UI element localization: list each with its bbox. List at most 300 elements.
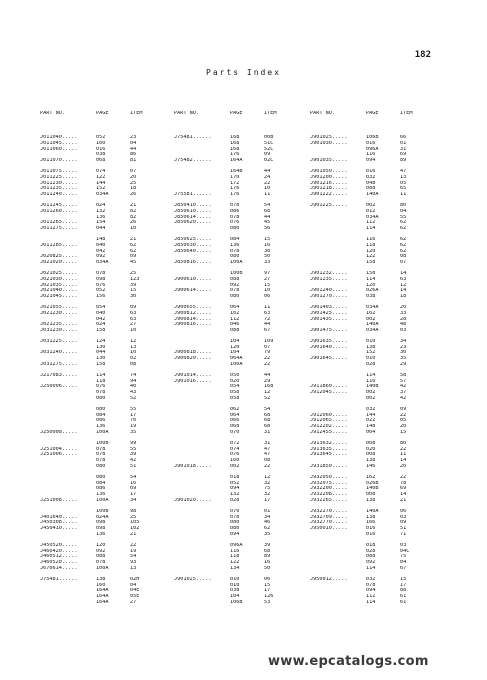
index-row (174, 294, 292, 300)
page-ref: 132 (230, 492, 240, 498)
part-number: J021230..... (40, 310, 78, 316)
page-ref: 026B (366, 480, 379, 486)
page-ref: 138 (366, 458, 376, 464)
part-number: J011245..... (40, 202, 78, 208)
index-row (40, 362, 158, 368)
page-ref: 114 (366, 599, 376, 605)
page-ref: 078 (230, 288, 240, 294)
page-ref: 168 (230, 140, 240, 146)
index-row (40, 396, 158, 402)
part-number: J932208..... (310, 492, 348, 498)
item-ref: 62 (130, 248, 137, 254)
item-ref: 11 (264, 304, 271, 310)
index-row (310, 430, 428, 436)
page-ref: 088 (366, 186, 376, 192)
item-ref: 68 (264, 412, 271, 418)
item-ref: 20 (400, 424, 407, 430)
page-ref: 020 (366, 446, 376, 452)
page-ref: 034A (96, 192, 109, 198)
page-ref: 104 (230, 594, 240, 600)
item-ref: 33 (400, 310, 407, 316)
item-ref: 10 (130, 328, 137, 334)
column-header (40, 111, 158, 117)
item-ref: 75 (264, 486, 271, 492)
item-ref: 62 (400, 248, 407, 254)
item-ref: 17 (264, 588, 271, 594)
part-number: J901645..... (310, 356, 348, 362)
index-row (174, 396, 292, 402)
item-ref: 14 (400, 288, 407, 294)
page-ref: 100B (230, 270, 243, 276)
index-row (310, 566, 428, 572)
part-number: J450308..... (40, 520, 78, 526)
part-number: J251006..... (40, 452, 78, 458)
page-ref: 078 (230, 248, 240, 254)
part-number: J850630..... (174, 242, 212, 248)
page-ref: 112 (366, 594, 376, 600)
part-number: J850640..... (174, 248, 212, 254)
item-ref: 10 (264, 186, 271, 192)
item-ref: 17 (130, 492, 137, 498)
index-row (40, 192, 158, 198)
item-ref: 31 (264, 440, 271, 446)
item-ref: 08 (130, 362, 137, 368)
page-ref: 114 (366, 276, 376, 282)
part-number (310, 260, 366, 266)
page-ref: 140B (366, 384, 379, 390)
page-ref: 130 (96, 344, 106, 350)
page-title: Parts Index (206, 68, 281, 77)
index-row (174, 158, 292, 164)
index-row (40, 566, 158, 572)
page-ref: 008 (366, 440, 376, 446)
part-number (310, 532, 366, 538)
page-ref: 052 (96, 134, 106, 140)
item-ref: 48 (400, 322, 407, 328)
page-ref: 162 (366, 310, 376, 316)
part-number: J900816..... (174, 322, 212, 328)
page-ref: 028 (230, 498, 240, 504)
part-number: J021055..... (40, 304, 78, 310)
item-ref: 05 (400, 418, 407, 424)
item-ref: 22 (130, 542, 137, 548)
part-number: J950012..... (310, 576, 348, 582)
item-ref: 35 (130, 430, 137, 436)
page-ref: 078 (96, 390, 106, 396)
part-no-header: PART NO. (310, 110, 335, 116)
item-ref: 23 (400, 344, 407, 350)
item-ref: 07 (400, 260, 407, 266)
item-ref: 21 (130, 236, 137, 242)
item-ref: 98 (130, 508, 137, 514)
item-ref: 07 (264, 344, 271, 350)
part-number: J011240..... (40, 192, 78, 198)
page-ref: 120 (230, 344, 240, 350)
page-ref: 136 (96, 424, 106, 430)
item-ref: 22 (264, 356, 271, 362)
page-ref: 058 (230, 390, 240, 396)
index-row (310, 464, 428, 470)
index-row (174, 362, 292, 368)
part-number (174, 226, 230, 232)
part-number (174, 396, 230, 402)
page-ref: 054 (96, 304, 106, 310)
page-ref: 114 (96, 372, 106, 378)
item-ref: 63 (400, 276, 407, 282)
part-number: J021030..... (40, 276, 78, 282)
page-ref: 078 (230, 214, 240, 220)
page-ref: 010 (366, 338, 376, 344)
part-number: J901020..... (174, 498, 212, 504)
page-ref: 086 (96, 486, 106, 492)
part-number: J932770..... (310, 520, 348, 526)
watermark: www.epcatalogs.com (268, 654, 429, 669)
item-ref: 19 (130, 548, 137, 554)
item-ref: 39 (130, 452, 137, 458)
page-ref: 078 (96, 270, 106, 276)
page-ref: 158 (366, 270, 376, 276)
index-row (310, 294, 428, 300)
page-ref: 068 (96, 158, 106, 164)
part-number: J011040..... (40, 134, 78, 140)
item-ref: 42 (130, 458, 137, 464)
page-ref: 164B (230, 168, 243, 174)
index-row (40, 498, 158, 504)
page-ref: 100A (230, 260, 243, 266)
page-ref: 092 (366, 560, 376, 566)
part-number (174, 600, 230, 606)
part-number: J901403..... (310, 304, 348, 310)
part-number: J900655..... (174, 304, 212, 310)
page-ref: 092 (96, 254, 106, 260)
page-ref: 016 (366, 532, 376, 537)
item-ref: 11 (400, 192, 407, 198)
page-ref: 176 (230, 186, 240, 192)
part-number: J901050..... (310, 168, 348, 174)
item-ref: 04 (130, 140, 137, 146)
part-number: J932270..... (310, 508, 348, 514)
item-ref: 89 (264, 554, 271, 560)
part-number: J75581...... (174, 192, 212, 198)
page-ref: 104 (230, 338, 240, 344)
part-number: J250006..... (40, 384, 78, 390)
page-ref: 172 (230, 180, 240, 186)
page-ref: 162 (366, 474, 376, 480)
item-header: ITEM (400, 110, 413, 116)
part-number: J912455..... (310, 430, 348, 436)
page-ref: 072 (230, 440, 240, 446)
part-number: J031275..... (40, 362, 78, 368)
item-ref: 45 (264, 220, 271, 226)
part-number: J932050..... (310, 474, 348, 480)
page-ref: 078 (230, 514, 240, 520)
page-ref: 084 (230, 236, 240, 242)
page-ref: 086 (96, 418, 106, 424)
item-ref: 54 (264, 406, 271, 412)
part-number: J011230..... (40, 180, 78, 186)
index-row (40, 430, 158, 436)
item-ref: 68 (264, 424, 271, 430)
part-number: J901018..... (174, 464, 212, 470)
item-ref: 89 (400, 158, 407, 164)
page-ref: 080 (96, 464, 106, 470)
page-ref: 146 (366, 464, 376, 470)
part-number: J900818..... (174, 350, 212, 356)
page-ref: 116 (230, 548, 240, 554)
item-ref: 44 (264, 214, 271, 220)
page-ref: 080 (230, 226, 240, 232)
part-number: J901016..... (174, 378, 212, 384)
page-ref: 016 (366, 140, 376, 146)
item-ref: 71 (400, 532, 407, 537)
part-number: J75482...... (174, 158, 212, 164)
item-ref: 68 (264, 548, 271, 554)
page-ref: 042 (96, 248, 106, 254)
part-number: J031225..... (40, 338, 78, 344)
page-ref: 136 (96, 214, 106, 220)
column-header (310, 111, 428, 117)
page-ref: 136 (96, 492, 106, 498)
item-ref: 03 (400, 514, 407, 520)
item-ref: 55 (130, 406, 137, 412)
page-ref: 118 (366, 242, 376, 248)
page-ref: 038 (96, 152, 106, 158)
page-ref: 002 (366, 390, 376, 396)
page-ref: 096A (366, 146, 379, 152)
item-ref: 86 (130, 152, 137, 158)
item-ref: 99 (130, 440, 137, 446)
index-row (310, 362, 428, 368)
page-ref: 152 (96, 186, 106, 192)
part-number: J460520..... (40, 560, 78, 566)
page-ref: 076 (230, 220, 240, 226)
part-number: J75481...... (174, 134, 212, 140)
part-number: J901435..... (310, 316, 348, 322)
part-number: J901425..... (310, 310, 348, 316)
part-number: J900812..... (174, 310, 212, 316)
part-number: J021020..... (40, 260, 78, 266)
page-ref: 138 (96, 576, 106, 582)
page-header: PAGE (366, 110, 379, 116)
item-ref: 80 (400, 440, 407, 446)
part-number: J901030..... (310, 140, 348, 146)
page-ref: 044 (96, 226, 106, 232)
item-ref: 27 (130, 599, 137, 605)
page-ref: 116 (366, 236, 376, 242)
part-number: J913635..... (310, 446, 348, 452)
item-ref: 79 (264, 350, 271, 356)
part-number: J900814..... (174, 316, 212, 322)
index-row (40, 294, 158, 300)
page-ref: 064 (230, 412, 240, 418)
item-ref: 69 (400, 152, 407, 158)
index-row (174, 430, 292, 436)
item-ref: 18 (130, 186, 137, 192)
item-ref: 51 (130, 464, 137, 470)
item-ref: 12 (264, 390, 271, 396)
item-ref: 09 (130, 304, 137, 310)
part-number: J250008..... (40, 430, 78, 436)
item-ref: 05E (130, 594, 140, 600)
item-ref: 88 (400, 588, 407, 594)
page-ref: 152 (366, 350, 376, 356)
page-ref: 094 (366, 158, 376, 164)
page-ref: 140B (366, 486, 379, 492)
page-ref: 080 (230, 520, 240, 526)
item-ref: 61 (400, 599, 407, 605)
part-number: J011260..... (40, 208, 78, 214)
page-ref: 120 (96, 542, 106, 548)
page-ref: 154 (96, 220, 106, 226)
page-ref: 156 (96, 294, 106, 300)
item-ref: 08 (264, 458, 271, 464)
item-ref: 22 (400, 446, 407, 452)
item-ref: 26 (130, 192, 137, 198)
item-ref: 15 (400, 430, 407, 436)
page-ref: 168 (230, 146, 240, 152)
page-ref: 148 (366, 424, 376, 430)
page-ref: 168 (230, 134, 240, 140)
page-ref: 098 (96, 276, 106, 282)
part-number (310, 600, 366, 606)
item-ref: 12 (264, 474, 271, 480)
part-number: J450520..... (40, 542, 78, 548)
item-ref: 20 (130, 174, 137, 180)
page-ref: 120 (366, 248, 376, 254)
part-number: J031230..... (40, 328, 78, 334)
item-ref: 14 (400, 492, 407, 498)
item-ref: 08 (400, 254, 407, 260)
page-ref: 026A (366, 288, 379, 294)
page-ref: 094 (230, 532, 240, 537)
item-ref: 16 (264, 560, 271, 566)
item-ref: 10 (130, 226, 137, 232)
page-ref: 038 (230, 588, 240, 594)
page-ref: 028 (366, 362, 376, 368)
item-ref: 54 (130, 474, 137, 480)
page-ref: 076 (230, 452, 240, 458)
part-number: J901225..... (310, 202, 348, 208)
item-ref: 37 (400, 390, 407, 396)
item-ref: 69 (130, 486, 137, 492)
item-ref: 44 (264, 168, 271, 174)
page-ref: 106B (366, 134, 379, 140)
page-ref: 114 (366, 372, 376, 378)
part-number: J011070..... (40, 158, 78, 164)
item-ref: 39 (130, 282, 137, 288)
index-row (310, 226, 428, 232)
index-row (174, 226, 292, 232)
index-row (310, 532, 428, 538)
page-ref: 098 (96, 526, 106, 532)
index-row (40, 532, 158, 538)
part-number: J460512..... (40, 554, 78, 560)
item-ref: 105 (130, 520, 140, 526)
part-number: J251008..... (40, 498, 78, 504)
item-ref: 50 (264, 565, 271, 571)
page-ref: 024 (96, 322, 106, 328)
item-ref: 09 (400, 406, 407, 412)
item-ref: 04E (130, 588, 140, 594)
part-no-header: PART NO. (174, 110, 199, 116)
part-number: J901240..... (310, 288, 348, 294)
page-ref: 012 (366, 208, 376, 214)
item-ref: 70 (130, 418, 137, 424)
page-ref: 096A (230, 542, 243, 548)
page-ref: 032 (366, 174, 376, 180)
page-ref: 040 (96, 310, 106, 316)
page-ref: 092 (230, 282, 240, 288)
item-ref: 16 (130, 480, 137, 486)
part-number: J950010..... (310, 526, 348, 532)
item-ref: 26 (130, 220, 137, 226)
part-number (174, 566, 230, 572)
page-header: PAGE (96, 110, 109, 116)
page-ref: 062 (230, 406, 240, 412)
item-ref: 17 (130, 412, 137, 418)
item-ref: 62 (400, 226, 407, 232)
item-ref: 19 (130, 424, 137, 430)
item-ref: 27 (264, 276, 271, 282)
page-ref: 004 (366, 430, 376, 436)
item-ref: 23 (130, 134, 137, 140)
page-ref: 002 (366, 396, 376, 402)
item-ref: 65 (400, 186, 407, 192)
page-ref: 158 (96, 362, 106, 368)
item-ref: 52 (264, 396, 271, 402)
item-ref: 78 (400, 480, 407, 486)
page-ref: 116 (366, 152, 376, 158)
item-ref: 12 (400, 282, 407, 288)
page-ref: 144 (96, 180, 106, 186)
item-ref: 15 (264, 236, 271, 242)
item-ref: 17 (400, 582, 407, 588)
item-ref: 55 (400, 214, 407, 220)
item-ref: 53 (264, 599, 271, 605)
page-ref: 046 (230, 322, 240, 328)
index-row (40, 328, 158, 334)
item-ref: 63 (130, 310, 137, 316)
item-ref: 04 (400, 208, 407, 214)
part-number: J901635..... (310, 338, 348, 344)
part-number: J901025..... (310, 134, 348, 140)
item-ref: 30 (130, 294, 137, 300)
item-ref: 57 (400, 378, 407, 384)
page-ref: 160 (96, 140, 106, 146)
page-ref: 078 (366, 582, 376, 588)
item-ref: 80 (400, 202, 407, 208)
item-ref: 62 (400, 220, 407, 226)
page-ref: 010 (230, 576, 240, 582)
item-ref: 72 (264, 316, 271, 322)
page-ref: 034A (366, 328, 379, 334)
page-ref: 122 (366, 254, 376, 260)
part-number: J901222..... (310, 192, 348, 198)
item-ref: 75 (400, 554, 407, 560)
item-ref: 15 (264, 282, 271, 288)
item-ref: 22 (400, 474, 407, 480)
page-ref: 160 (230, 458, 240, 464)
page-ref: 052 (230, 480, 240, 486)
page-ref: 002 (366, 202, 376, 208)
part-number: J912202..... (310, 424, 348, 430)
part-number (310, 566, 366, 572)
item-ref: 43 (130, 390, 137, 396)
item-ref: 12 (130, 338, 137, 344)
item-ref: 35 (264, 532, 271, 537)
item-ref: 16 (264, 242, 271, 248)
item-ref: 62 (400, 242, 407, 248)
